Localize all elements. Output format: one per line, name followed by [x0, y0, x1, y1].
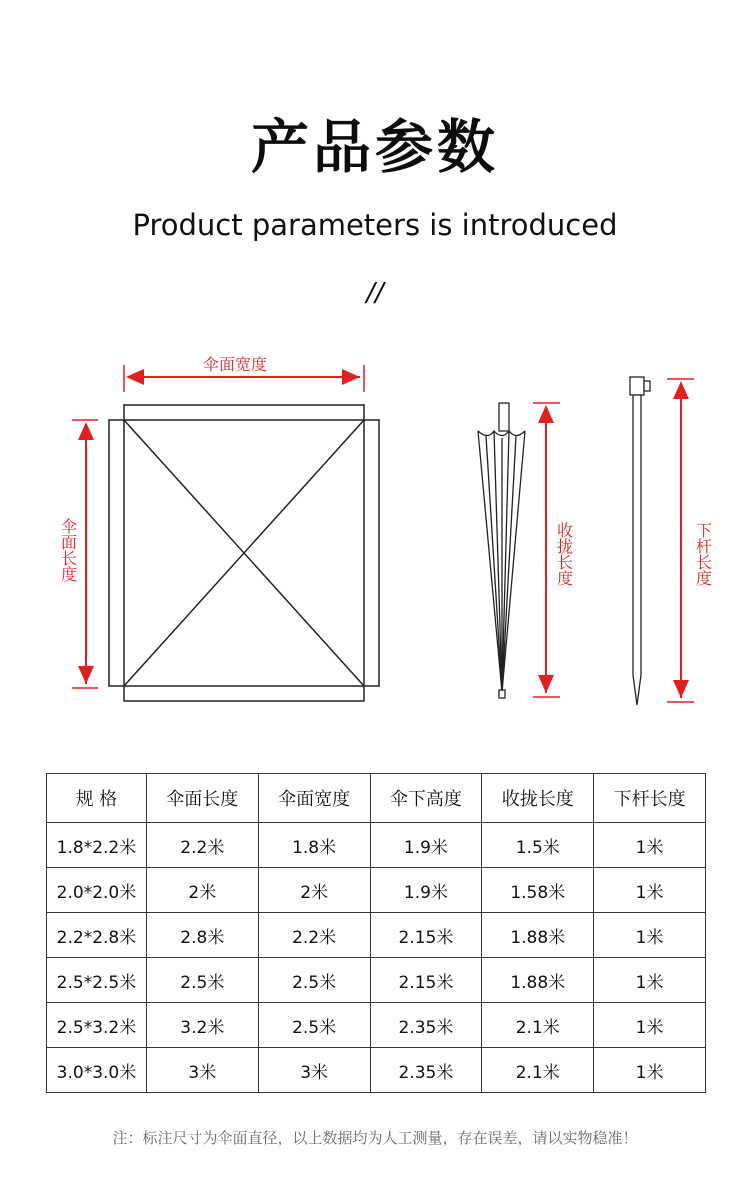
table-cell: 1.88米: [482, 958, 594, 1003]
table-cell: 1.9米: [370, 823, 482, 868]
table-header-row: [47, 774, 706, 823]
table-cell: 2.2*2.8米: [47, 913, 147, 958]
canopy-length-label: 伞面长度: [58, 518, 78, 582]
header-canopy-length: 伞面长度: [146, 774, 258, 823]
header-folded-length: 收拢长度: [482, 774, 594, 823]
canopy-width-dimension: [124, 355, 364, 392]
table-row: [47, 1003, 706, 1048]
header-canopy-width: 伞面宽度: [258, 774, 370, 823]
table-cell: 2米: [258, 868, 370, 913]
header-height-under: 伞下高度: [370, 774, 482, 823]
table-cell: 2.2米: [146, 823, 258, 868]
table-cell: 1米: [594, 1003, 706, 1048]
table-row: [47, 823, 706, 868]
table-row: [47, 868, 706, 913]
folded-length-dimension: [533, 403, 574, 697]
table-cell: 1.8米: [258, 823, 370, 868]
canopy-length-dimension: [59, 420, 99, 688]
lower-pole: [630, 377, 650, 705]
table-cell: 2米: [146, 868, 258, 913]
table-cell: 3米: [146, 1048, 258, 1093]
page-title: 产品参数: [250, 113, 499, 181]
table-cell: 1米: [594, 913, 706, 958]
page-subtitle: Product parameters is introduced: [132, 208, 618, 242]
header-spec: 规 格: [47, 774, 147, 823]
product-diagram: [0, 340, 750, 720]
table-cell: 1米: [594, 958, 706, 1003]
table-cell: 2.1米: [482, 1003, 594, 1048]
table-cell: 1.58米: [482, 868, 594, 913]
table-cell: 2.35米: [370, 1048, 482, 1093]
table-cell: 3.0*3.0米: [47, 1048, 147, 1093]
folded-length-label: 收拢长度: [554, 522, 574, 586]
table-cell: 1.9米: [370, 868, 482, 913]
table-cell: 2.1米: [482, 1048, 594, 1093]
table-cell: 2.5*3.2米: [47, 1003, 147, 1048]
table-row: [47, 1048, 706, 1093]
footnote: 注：标注尺寸为伞面直径，以上数据均为人工测量，存在误差，请以实物稳准！: [112, 1129, 638, 1147]
lower-pole-dimension: [667, 379, 713, 702]
table-cell: 1.8*2.2米: [47, 823, 147, 868]
divider-mark: //: [366, 278, 384, 308]
canopy-top-view: [109, 405, 379, 701]
table-cell: 2.2米: [258, 913, 370, 958]
table-row: [47, 913, 706, 958]
table-cell: 2.8米: [146, 913, 258, 958]
table-row: [47, 958, 706, 1003]
table-cell: 2.0*2.0米: [47, 868, 147, 913]
folded-umbrella: [478, 403, 525, 698]
canopy-width-label: 伞面宽度: [202, 355, 268, 374]
table-cell: 2.5*2.5米: [47, 958, 147, 1003]
table-cell: 2.15米: [370, 958, 482, 1003]
lower-pole-length-label: 下杆长度: [693, 522, 713, 586]
table-cell: 2.5米: [146, 958, 258, 1003]
table-cell: 1米: [594, 868, 706, 913]
table-cell: 1.5米: [482, 823, 594, 868]
table-cell: 3米: [258, 1048, 370, 1093]
table-cell: 1.88米: [482, 913, 594, 958]
table-cell: 2.35米: [370, 1003, 482, 1048]
table-cell: 2.5米: [258, 1003, 370, 1048]
table-cell: 2.15米: [370, 913, 482, 958]
table-cell: 1米: [594, 1048, 706, 1093]
header-lower-pole-length: 下杆长度: [594, 774, 706, 823]
parameters-table: [46, 773, 706, 1093]
table-cell: 3.2米: [146, 1003, 258, 1048]
table-cell: 2.5米: [258, 958, 370, 1003]
table-cell: 1米: [594, 823, 706, 868]
